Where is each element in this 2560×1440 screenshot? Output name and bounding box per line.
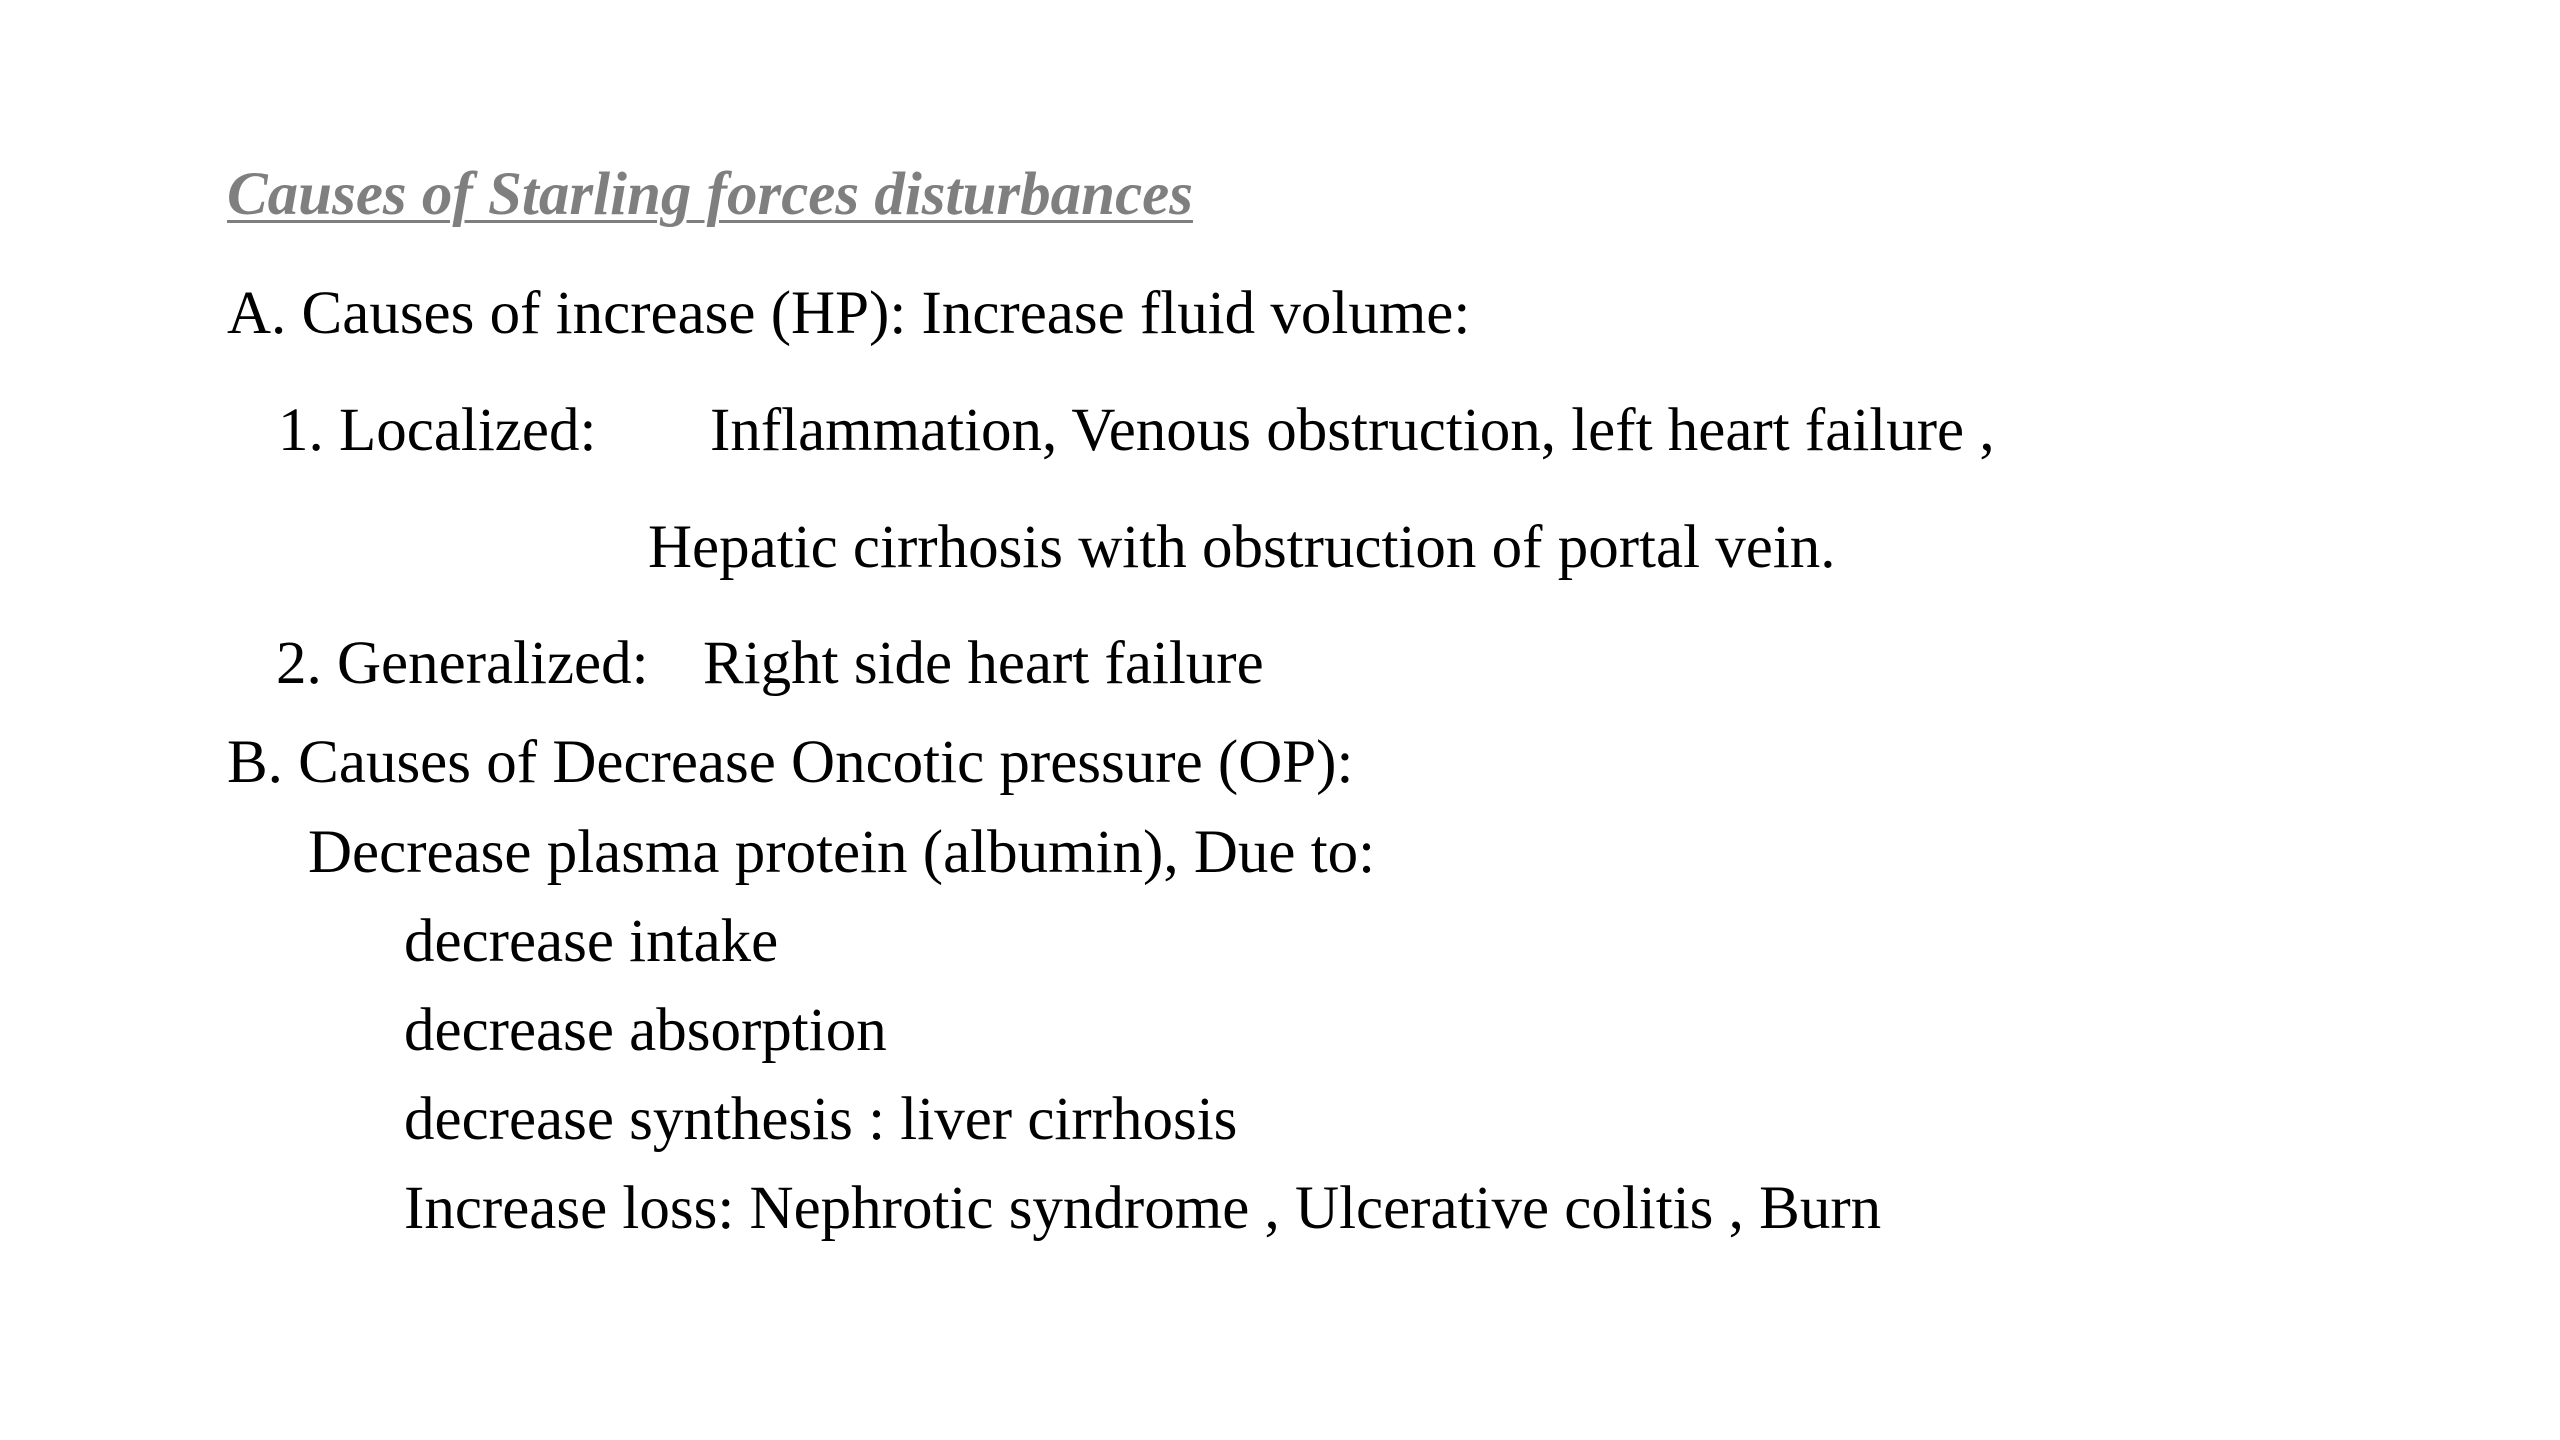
section-a-heading: A. Causes of increase (HP): Increase fluid volume: <box>227 280 1471 347</box>
section-b-subheading: Decrease plasma protein (albumin), Due to: <box>308 819 1376 886</box>
generalized-text: Right side heart failure <box>703 630 1264 697</box>
section-b-heading: B. Causes of Decrease Oncotic pressure (OP): <box>227 729 1354 796</box>
generalized-label: 2. Generalized: <box>276 630 649 697</box>
list-item: decrease absorption <box>404 997 887 1064</box>
slide-title: Causes of Starling forces disturbances <box>227 161 1193 228</box>
list-item: decrease intake <box>404 908 779 975</box>
list-item: decrease synthesis : liver cirrhosis <box>404 1086 1238 1153</box>
list-item: Increase loss: Nephrotic syndrome , Ulcerative colitis , Burn <box>404 1175 1882 1242</box>
localized-text: Inflammation, Venous obstruction, left heart failure , <box>710 397 1995 464</box>
localized-label: 1. Localized: <box>278 397 597 464</box>
localized-continuation: Hepatic cirrhosis with obstruction of portal vein. <box>648 514 1836 581</box>
